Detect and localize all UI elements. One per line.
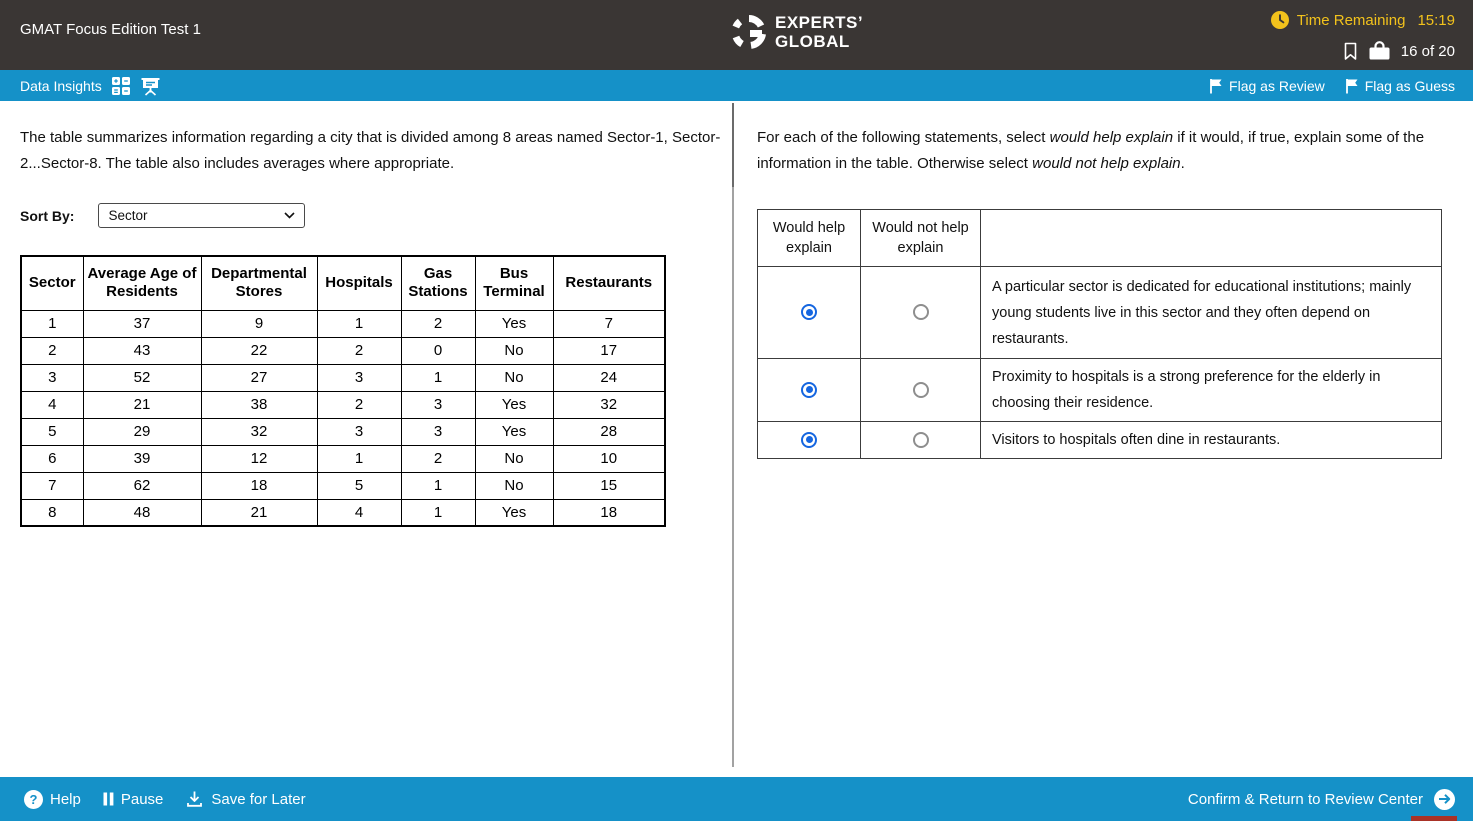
flag-as-guess-label: Flag as Guess <box>1364 77 1455 94</box>
cell: 43 <box>83 337 201 364</box>
would-not-help-radio-2[interactable] <box>913 382 929 398</box>
cell: 7 <box>21 472 83 499</box>
cell: 48 <box>83 499 201 526</box>
cell: 15 <box>553 472 665 499</box>
time-remaining-label: Time Remaining <box>1296 11 1406 29</box>
cell: 27 <box>201 364 317 391</box>
col-header-restaurants[interactable]: Restaurants <box>553 256 665 310</box>
cell: 21 <box>201 499 317 526</box>
cell: 37 <box>83 310 201 337</box>
answer-row <box>758 422 1442 459</box>
cell: 18 <box>201 472 317 499</box>
help-icon: ? <box>24 790 43 809</box>
statement-text-2: Proximity to hospitals is a strong preference for the elderly in choosing their residence. <box>981 359 1442 422</box>
panel-divider <box>732 103 734 767</box>
cell: Yes <box>475 499 553 526</box>
cell: 6 <box>21 445 83 472</box>
cell: 1 <box>401 499 475 526</box>
question-progress: 16 of 20 <box>1400 42 1455 60</box>
would-not-help-header: Would not help explain <box>861 210 981 267</box>
flag-as-review-button[interactable] <box>1209 78 1325 94</box>
cell: 29 <box>83 418 201 445</box>
whiteboard-icon[interactable] <box>140 76 161 96</box>
radio-cell <box>758 267 861 359</box>
flag-as-guess-button[interactable] <box>1345 78 1455 94</box>
bookmark-icon[interactable] <box>1343 42 1358 61</box>
section-label: Data Insights <box>20 77 102 94</box>
progress-row <box>1343 41 1455 61</box>
time-remaining <box>1271 11 1455 29</box>
cell: 3 <box>21 364 83 391</box>
footer-bar <box>0 777 1473 821</box>
cell: 3 <box>317 364 401 391</box>
cell: 2 <box>317 337 401 364</box>
cell: 18 <box>553 499 665 526</box>
experts-global-logo-icon <box>730 13 768 51</box>
cell: 3 <box>401 418 475 445</box>
cell: 1 <box>401 472 475 499</box>
radio-cell <box>861 359 981 422</box>
cell: No <box>475 364 553 391</box>
flag-guess-icon <box>1345 78 1359 94</box>
arrow-right-circle-icon <box>1434 789 1455 810</box>
question-content <box>0 101 1473 777</box>
cell: 17 <box>553 337 665 364</box>
cell: 0 <box>401 337 475 364</box>
statement-text-1: A particular sector is dedicated for educational institutions; mainly young students live in this sector and they often depend on restaurants. <box>981 267 1442 359</box>
help-button[interactable] <box>24 790 81 809</box>
stimulus-text: The table summarizes information regarding a city that is divided among 8 areas named Sector-1, Sector-2...Sector-8. The table also includes averages where appropriate. <box>20 129 721 172</box>
red-notification-fragment <box>1411 816 1457 821</box>
cell: 1 <box>401 364 475 391</box>
table-row <box>21 445 665 472</box>
calculator-icon[interactable] <box>111 76 131 96</box>
table-row <box>21 391 665 418</box>
clock-icon <box>1271 11 1289 29</box>
statement-text-3: Visitors to hospitals often dine in restaurants. <box>981 422 1442 459</box>
cell: 2 <box>317 391 401 418</box>
experts-global-logo-text: EXPERTS’ GLOBAL <box>775 13 864 51</box>
cell: 12 <box>201 445 317 472</box>
pause-button[interactable] <box>103 791 164 808</box>
cell: 4 <box>21 391 83 418</box>
sector-data-table <box>20 255 666 527</box>
answer-row <box>758 267 1442 359</box>
cell: 62 <box>83 472 201 499</box>
cell: 22 <box>201 337 317 364</box>
sort-by-row <box>20 203 726 228</box>
would-help-header: Would help explain <box>758 210 861 267</box>
cell: 10 <box>553 445 665 472</box>
would-not-help-radio-1[interactable] <box>913 304 929 320</box>
sort-by-label: Sort By: <box>20 207 75 224</box>
table-header-row <box>21 256 665 310</box>
cell: 1 <box>317 310 401 337</box>
cell: 1 <box>21 310 83 337</box>
table-row <box>21 499 665 526</box>
cell: 5 <box>317 472 401 499</box>
cell: 9 <box>201 310 317 337</box>
would-help-radio-3[interactable] <box>801 432 817 448</box>
would-help-radio-1[interactable] <box>801 304 817 320</box>
radio-cell <box>861 267 981 359</box>
question-panel <box>757 125 1447 459</box>
time-remaining-value: 15:19 <box>1417 11 1455 29</box>
cell: 32 <box>553 391 665 418</box>
cell: 38 <box>201 391 317 418</box>
cell: 2 <box>401 310 475 337</box>
chevron-down-icon <box>284 212 295 219</box>
statement-header <box>981 210 1442 267</box>
section-bar <box>0 70 1473 101</box>
flag-review-icon <box>1209 78 1223 94</box>
cell: 4 <box>317 499 401 526</box>
confirm-return-label: Confirm & Return to Review Center <box>1187 790 1423 808</box>
cell: 1 <box>317 445 401 472</box>
stimulus-panel <box>20 125 726 527</box>
cell: 32 <box>201 418 317 445</box>
cell: 7 <box>553 310 665 337</box>
table-row <box>21 418 665 445</box>
cell: 52 <box>83 364 201 391</box>
cell: 28 <box>553 418 665 445</box>
cell: 8 <box>21 499 83 526</box>
save-for-later-label: Save for Later <box>211 790 306 808</box>
radio-cell <box>758 359 861 422</box>
cell: 2 <box>401 445 475 472</box>
answer-header-row <box>758 210 1442 267</box>
flag-as-review-label: Flag as Review <box>1229 77 1325 94</box>
table-row <box>21 337 665 364</box>
cell: 2 <box>21 337 83 364</box>
col-header-sector[interactable]: Sector <box>21 256 83 310</box>
cell: Yes <box>475 418 553 445</box>
test-title: GMAT Focus Edition Test 1 <box>20 21 201 38</box>
instruction-text: For each of the following statements, select would help explain if it would, if true, explain some of the information in the table. Otherwise select would not help explain. <box>757 129 1425 172</box>
cell: No <box>475 445 553 472</box>
cell: 3 <box>317 418 401 445</box>
confirm-return-button[interactable] <box>1188 789 1455 810</box>
cell: Yes <box>475 391 553 418</box>
col-header-bus-terminal[interactable]: Bus Terminal <box>475 256 553 310</box>
save-for-later-button[interactable] <box>185 790 305 808</box>
briefcase-icon <box>1367 41 1392 61</box>
cell: 39 <box>83 445 201 472</box>
top-bar <box>0 0 1473 70</box>
sort-by-select[interactable] <box>98 203 305 228</box>
cell: 21 <box>83 391 201 418</box>
col-header-hospitals[interactable]: Hospitals <box>317 256 401 310</box>
would-help-radio-2[interactable] <box>801 382 817 398</box>
radio-cell <box>861 422 981 459</box>
col-header-departmental-stores[interactable]: Departmental Stores <box>201 256 317 310</box>
sort-by-selected-value: Sector <box>108 208 148 223</box>
experts-global-logo <box>730 13 863 51</box>
answer-row <box>758 359 1442 422</box>
pause-label: Pause <box>120 790 164 808</box>
answer-table <box>757 209 1442 459</box>
save-download-icon <box>185 790 204 808</box>
cell: 3 <box>401 391 475 418</box>
table-row <box>21 364 665 391</box>
table-row <box>21 472 665 499</box>
help-label: Help <box>50 790 81 808</box>
cell: 24 <box>553 364 665 391</box>
cell: No <box>475 472 553 499</box>
cell: No <box>475 337 553 364</box>
would-not-help-radio-3[interactable] <box>913 432 929 448</box>
col-header-average-age[interactable]: Average Age of Residents <box>83 256 201 310</box>
cell: Yes <box>475 310 553 337</box>
col-header-gas-stations[interactable]: Gas Stations <box>401 256 475 310</box>
divider-scroll-thumb[interactable] <box>732 103 734 187</box>
radio-cell <box>758 422 861 459</box>
table-row <box>21 310 665 337</box>
pause-icon <box>103 792 114 806</box>
cell: 5 <box>21 418 83 445</box>
